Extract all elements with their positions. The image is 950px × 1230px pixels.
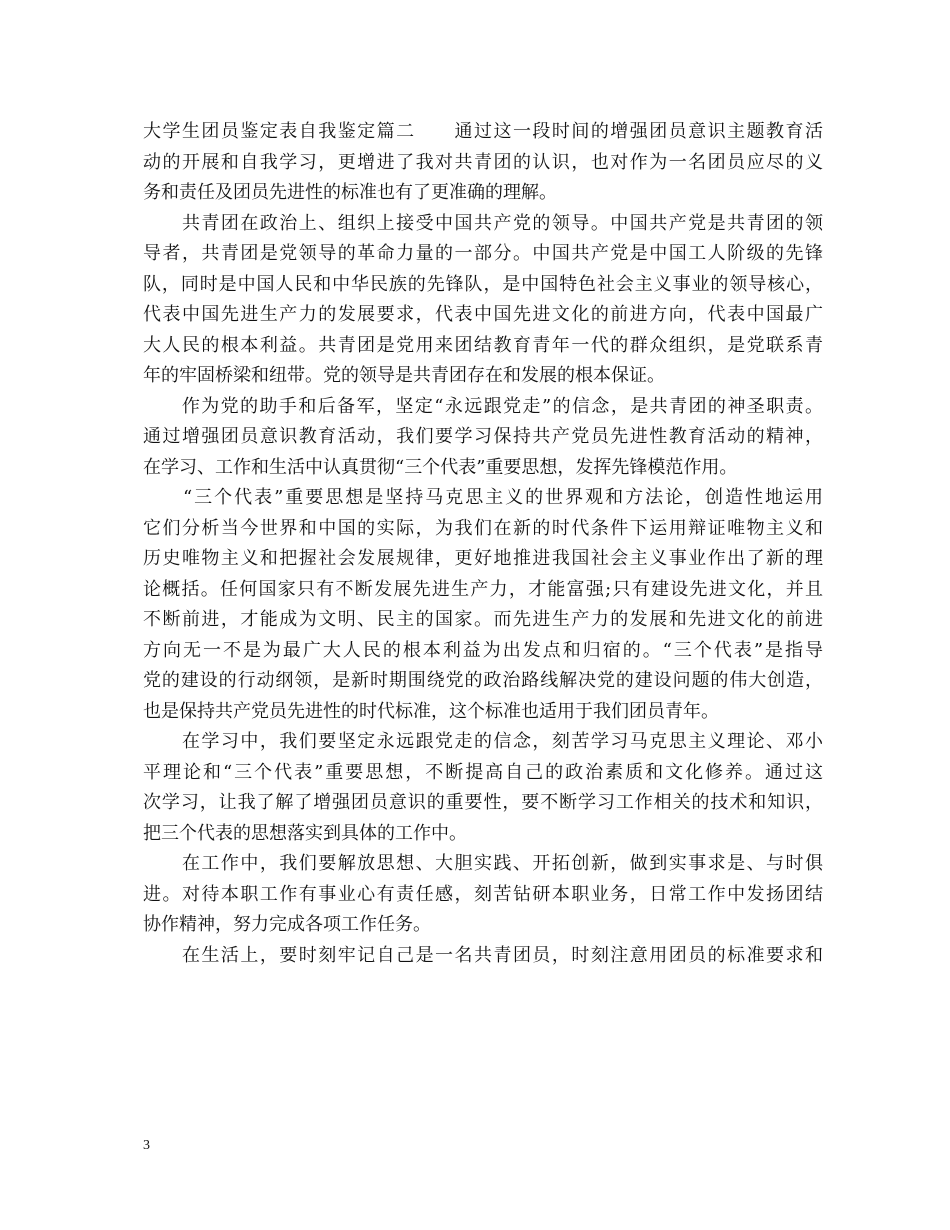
text-line: 共青团在政治上、组织上接受中国共产党的领导。中国共产党是共青团的领 [143,212,823,234]
text-line: 把三个代表的思想落实到具体的工作中。 [143,822,467,844]
text-line: 次学习，让我了解了增强团员意识的重要性，要不断学习工作相关的技术和知识， [143,792,823,813]
text-line: 在学习、工作和生活中认真贯彻“三个代表”重要思想，发挥先锋模范作用。 [143,456,738,478]
text-line: 论概括。任何国家只有不断发展先进生产力，才能富强;只有建设先进文化，并且 [143,578,823,600]
text-line: 党的建设的行动纲领，是新时期围绕党的政治路线解决党的建设问题的伟大创造， [143,670,823,691]
text-line: 历史唯物主义和把握社会发展规律，更好地推进我国社会主义事业作出了新的理 [143,548,823,569]
text-line: 平理论和“三个代表”重要思想，不断提高自己的政治素质和文化修养。通过这 [143,761,823,783]
document-body [143,117,823,971]
text-line: 作为党的助手和后备军，坚定“永远跟党走”的信念，是共青团的神圣职责。 [143,395,823,417]
text-line: 方向无一不是为最广大人民的根本利益为出发点和归宿的。“三个代表”是指导 [143,639,823,661]
text-line: “三个代表”重要思想是坚持马克思主义的世界观和方法论，创造性地运用 [143,487,823,508]
text-line: 队，同时是中国人民和中华民族的先锋队，是中国特色社会主义事业的领导核心， [143,273,823,295]
text-line: 大人民的根本利益。共青团是党用来团结教育青年一代的群众组织，是党联系青 [143,334,823,356]
text-line: 代表中国先进生产力的发展要求，代表中国先进文化的前进方向，代表中国最广 [143,304,823,325]
text-line: 动的开展和自我学习，更增进了我对共青团的认识，也对作为一名团员应尽的义 [143,151,823,173]
text-line: 大学生团员鉴定表自我鉴定篇二 通过这一段时间的增强团员意识主题教育活 [143,121,823,142]
text-line: 在生活上，要时刻牢记自己是一名共青团员，时刻注意用团员的标准要求和 [143,944,823,966]
text-line: 在工作中，我们要解放思想、大胆实践、开拓创新，做到实事求是、与时俱 [143,853,823,874]
text-line: 也是保持共产党员先进性的时代标准，这个标准也适用于我们团员青年。 [143,700,719,722]
text-line: 导者，共青团是党领导的革命力量的一部分。中国共产党是中国工人阶级的先锋 [143,243,823,264]
text-line: 不断前进，才能成为文明、民主的国家。而先进生产力的发展和先进文化的前进 [143,609,823,630]
text-line: 协作精神，努力完成各项工作任务。 [143,914,431,935]
page-number: 3 [143,1138,150,1153]
text-line: 在学习中，我们要坚定永远跟党走的信念，刻苦学习马克思主义理论、邓小 [143,731,823,752]
text-line: 进。对待本职工作有事业心有责任感，刻苦钻研本职业务，日常工作中发扬团结 [143,883,823,905]
text-line: 年的牢固桥梁和纽带。党的领导是共青团存在和发展的根本保证。 [143,365,665,386]
text-line: 它们分析当今世界和中国的实际，为我们在新的时代条件下运用辩证唯物主义和 [143,517,823,539]
text-line: 通过增强团员意识教育活动，我们要学习保持共产党员先进性教育活动的精神， [143,426,823,447]
text-line: 务和责任及团员先进性的标准也有了更准确的理解。 [143,182,557,203]
